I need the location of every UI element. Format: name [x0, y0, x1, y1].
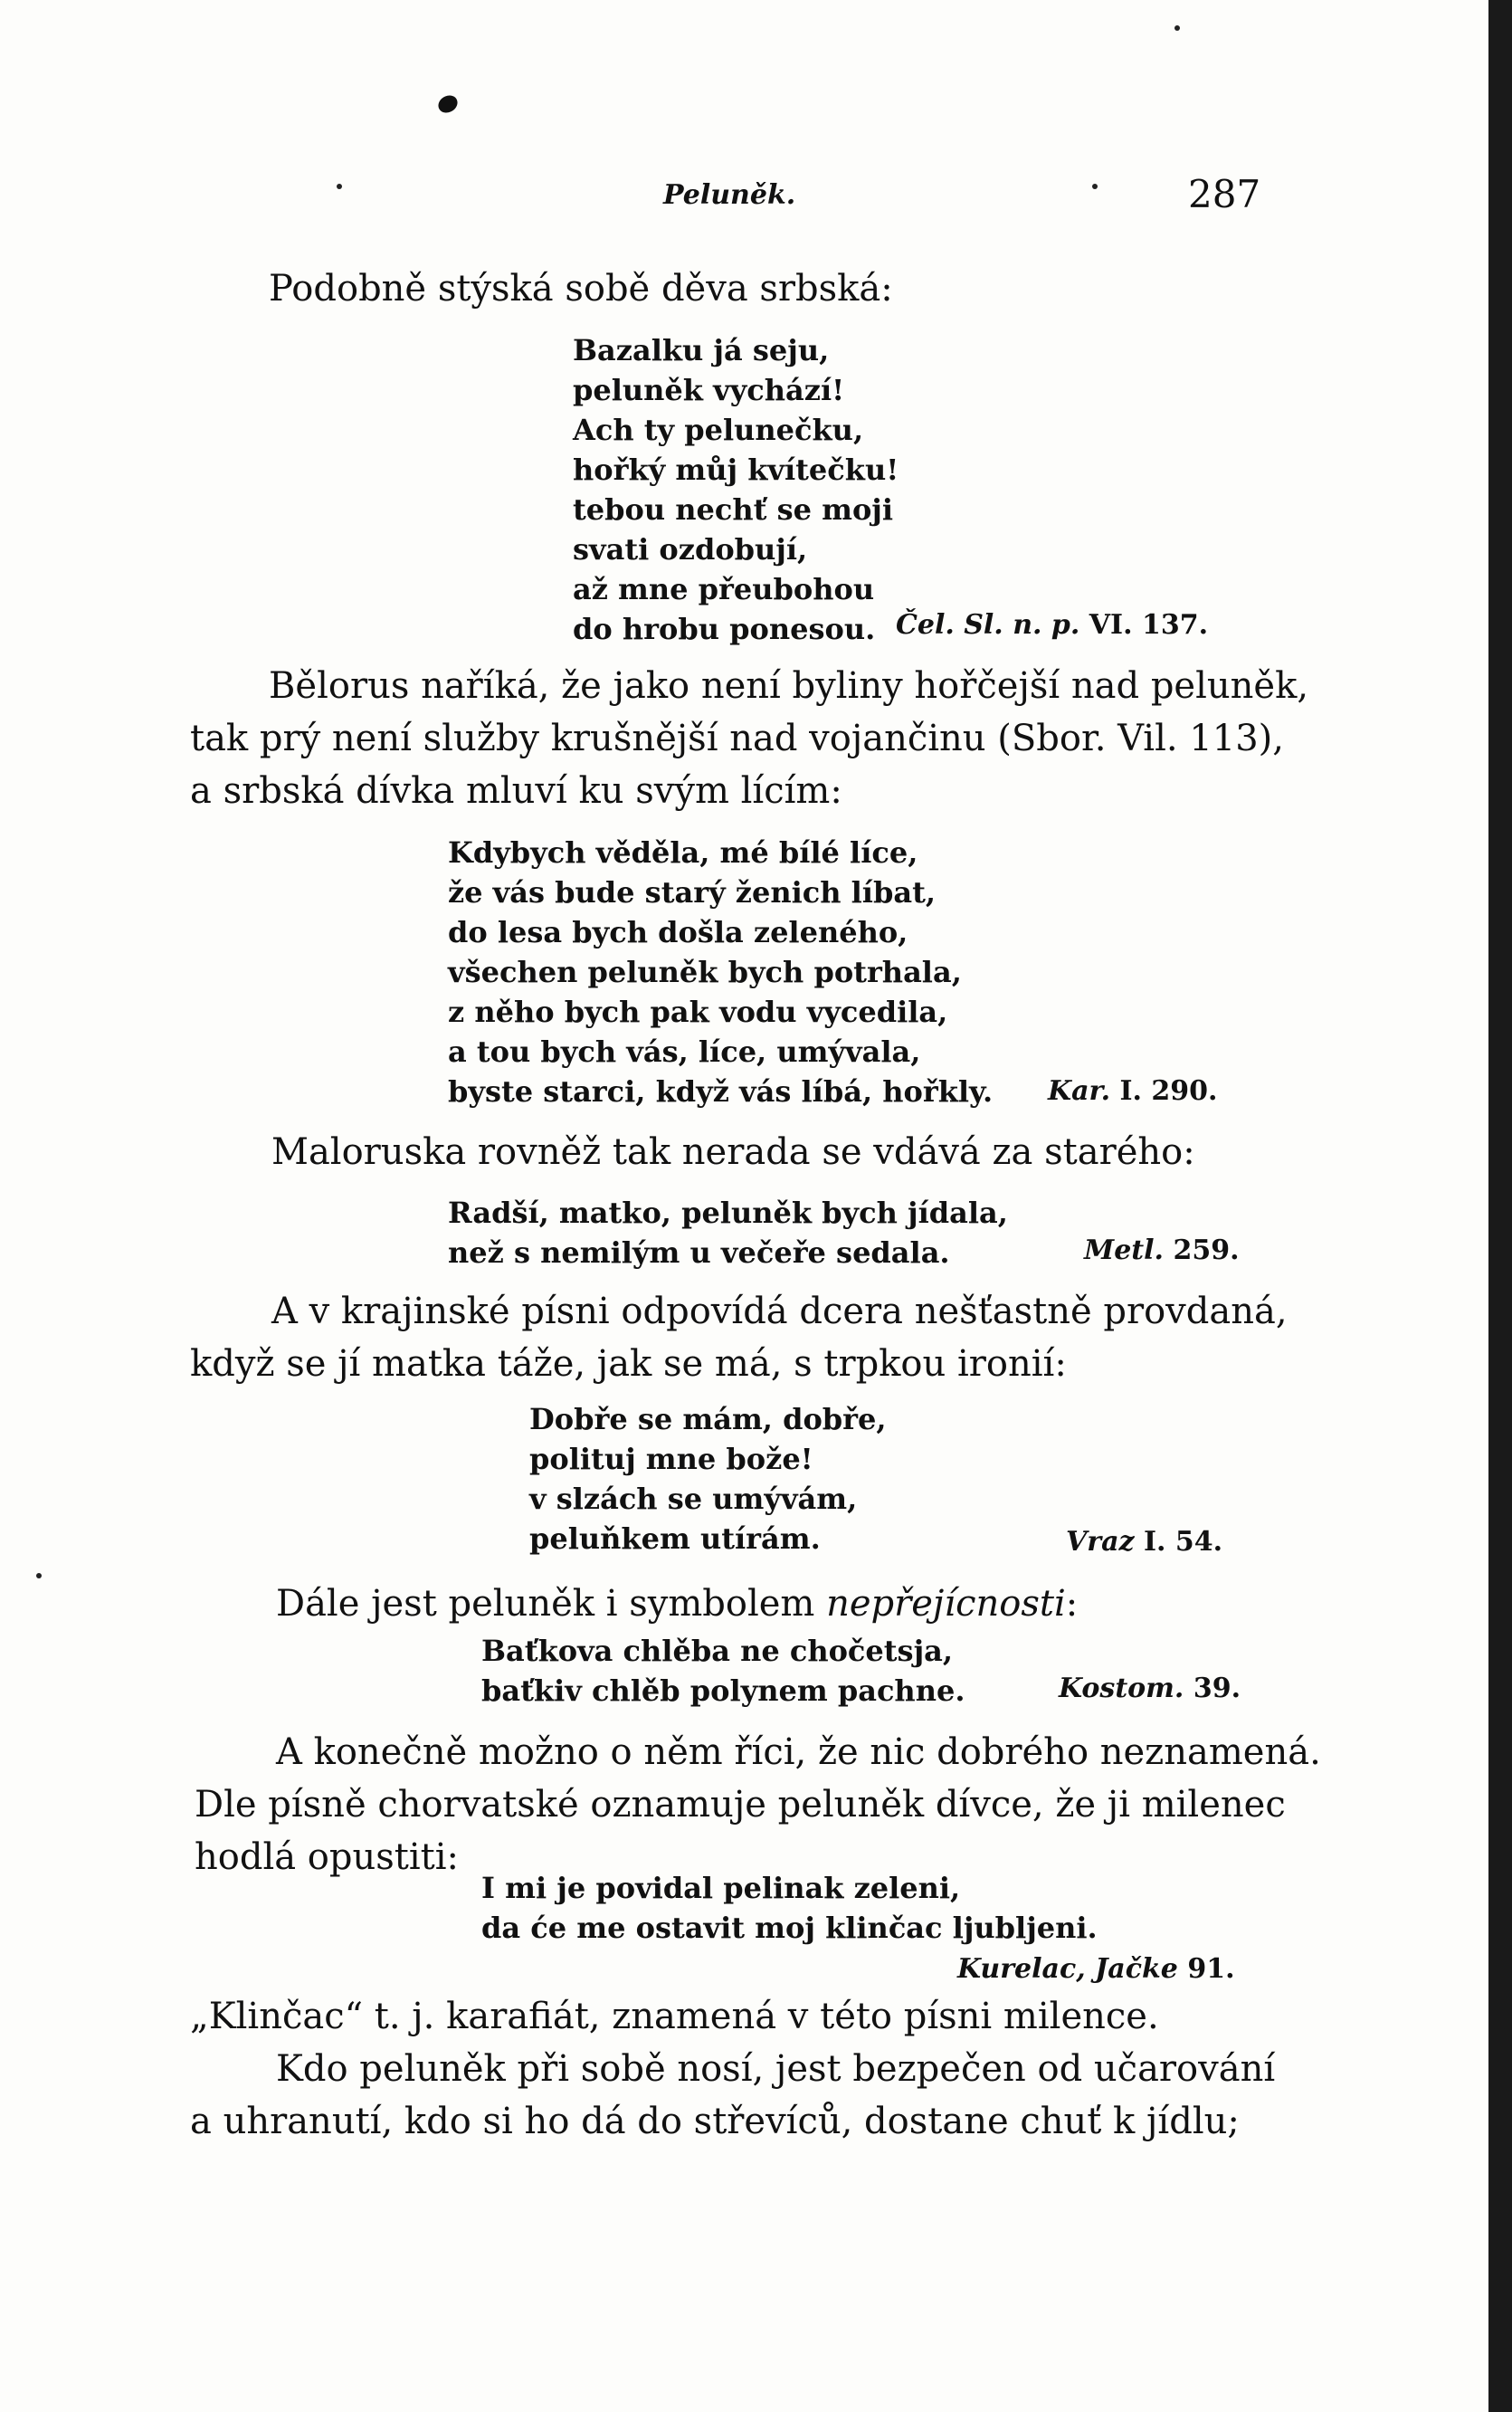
- citation: Kurelac, Jačke 91.: [957, 1953, 1235, 1985]
- citation: Vraz I. 54.: [1066, 1526, 1223, 1558]
- verse-line: a tou bych vás, líce, umývala,: [448, 1034, 921, 1069]
- verse-block: [481, 1631, 965, 1711]
- verse-line: až mne přeubohou: [573, 572, 875, 606]
- speck: [1174, 25, 1180, 31]
- verse-line: všechen peluněk bych potrhala,: [448, 955, 962, 989]
- verse-block: [573, 330, 899, 649]
- verse-line: svati ozdobují,: [573, 532, 808, 567]
- verse-line: Bazalku já seju,: [573, 333, 830, 367]
- verse-line: hořký můj kvítečku!: [573, 453, 899, 487]
- speck: [36, 1573, 42, 1578]
- verse-line: že vás bude starý ženich líbat,: [448, 875, 936, 910]
- verse-line: peluňkem utírám.: [529, 1521, 821, 1556]
- verse-line: než s nemilým u večeře sedala.: [448, 1235, 950, 1270]
- verse-block: [448, 1193, 1008, 1273]
- verse-block: [448, 833, 993, 1111]
- verse-line: Kdybych věděla, mé bílé líce,: [448, 835, 918, 870]
- verse-line: Ach ty pelunečku,: [573, 413, 864, 447]
- paragraph: Maloruska rovněž tak nerada se vdává za starého:: [271, 1131, 1195, 1173]
- verse-line: do hrobu ponesou.: [573, 612, 876, 646]
- citation: Kar. I. 290.: [1048, 1075, 1218, 1107]
- verse-line: do lesa bych došla zeleného,: [448, 915, 908, 949]
- paragraph: Bělorus naříká, že jako není byliny hořčejší nad peluněk, tak prý není služby krušnější nad vojančinu (Sbor. Vil. 113), a srbská dívka mluví ku svým lícím:: [190, 665, 1309, 812]
- paragraph: Dále jest peluněk i symbolem nepřejícnosti:: [276, 1583, 1079, 1625]
- verse-line: I mi je povidal pelinak zeleni,: [481, 1871, 961, 1905]
- citation: Metl. 259.: [1084, 1235, 1240, 1266]
- verse-line: Dobře se mám, dobře,: [529, 1402, 887, 1436]
- speck: [1092, 184, 1098, 189]
- paragraph: A konečně možno o něm říci, že nic dobrého neznamená. Dle písně chorvatské oznamuje peluněk dívce, že ji milenec hodlá opustiti:: [195, 1731, 1321, 1878]
- verse-line: da će me ostavit moj klinčac ljubljeni.: [481, 1911, 1098, 1945]
- verse-line: z něho bych pak vodu vycedila,: [448, 995, 948, 1029]
- verse-line: tebou nechť se moji: [573, 492, 894, 527]
- citation: Kostom. 39.: [1059, 1673, 1241, 1704]
- verse-block: [481, 1868, 1098, 1948]
- ink-blot: [435, 92, 461, 117]
- verse-line: Radší, matko, peluněk bych jídala,: [448, 1196, 1008, 1230]
- verse-block: [529, 1399, 887, 1559]
- paragraph: A v krajinské písni odpovídá dcera nešťastně provdaná, když se jí matka táže, jak se má, s trpkou ironií:: [190, 1291, 1288, 1385]
- verse-line: v slzách se umývám,: [529, 1482, 858, 1516]
- paragraph: Kdo peluněk při sobě nosí, jest bezpečen od učarování a uhranutí, kdo si ho dá do střevíců, dostane chuť k jídlu;: [190, 2048, 1276, 2142]
- verse-line: polituj mne bože!: [529, 1442, 813, 1476]
- verse-line: baťkiv chlěb polynem pachne.: [481, 1673, 965, 1708]
- citation: Čel. Sl. n. p. VI. 137.: [896, 609, 1209, 641]
- page-number: 287: [1188, 172, 1261, 216]
- paragraph: Podobně stýská sobě děva srbská:: [269, 268, 893, 310]
- verse-line: byste starci, když vás líbá, hořkly.: [448, 1074, 994, 1109]
- verse-line: peluněk vychází!: [573, 373, 845, 407]
- paragraph: „Klinčac“ t. j. karafiát, znamená v této písni milence.: [190, 1996, 1159, 2037]
- speck: [337, 184, 342, 189]
- running-title: Peluněk.: [663, 179, 796, 211]
- verse-line: Baťkova chlěba ne chočetsja,: [481, 1634, 954, 1668]
